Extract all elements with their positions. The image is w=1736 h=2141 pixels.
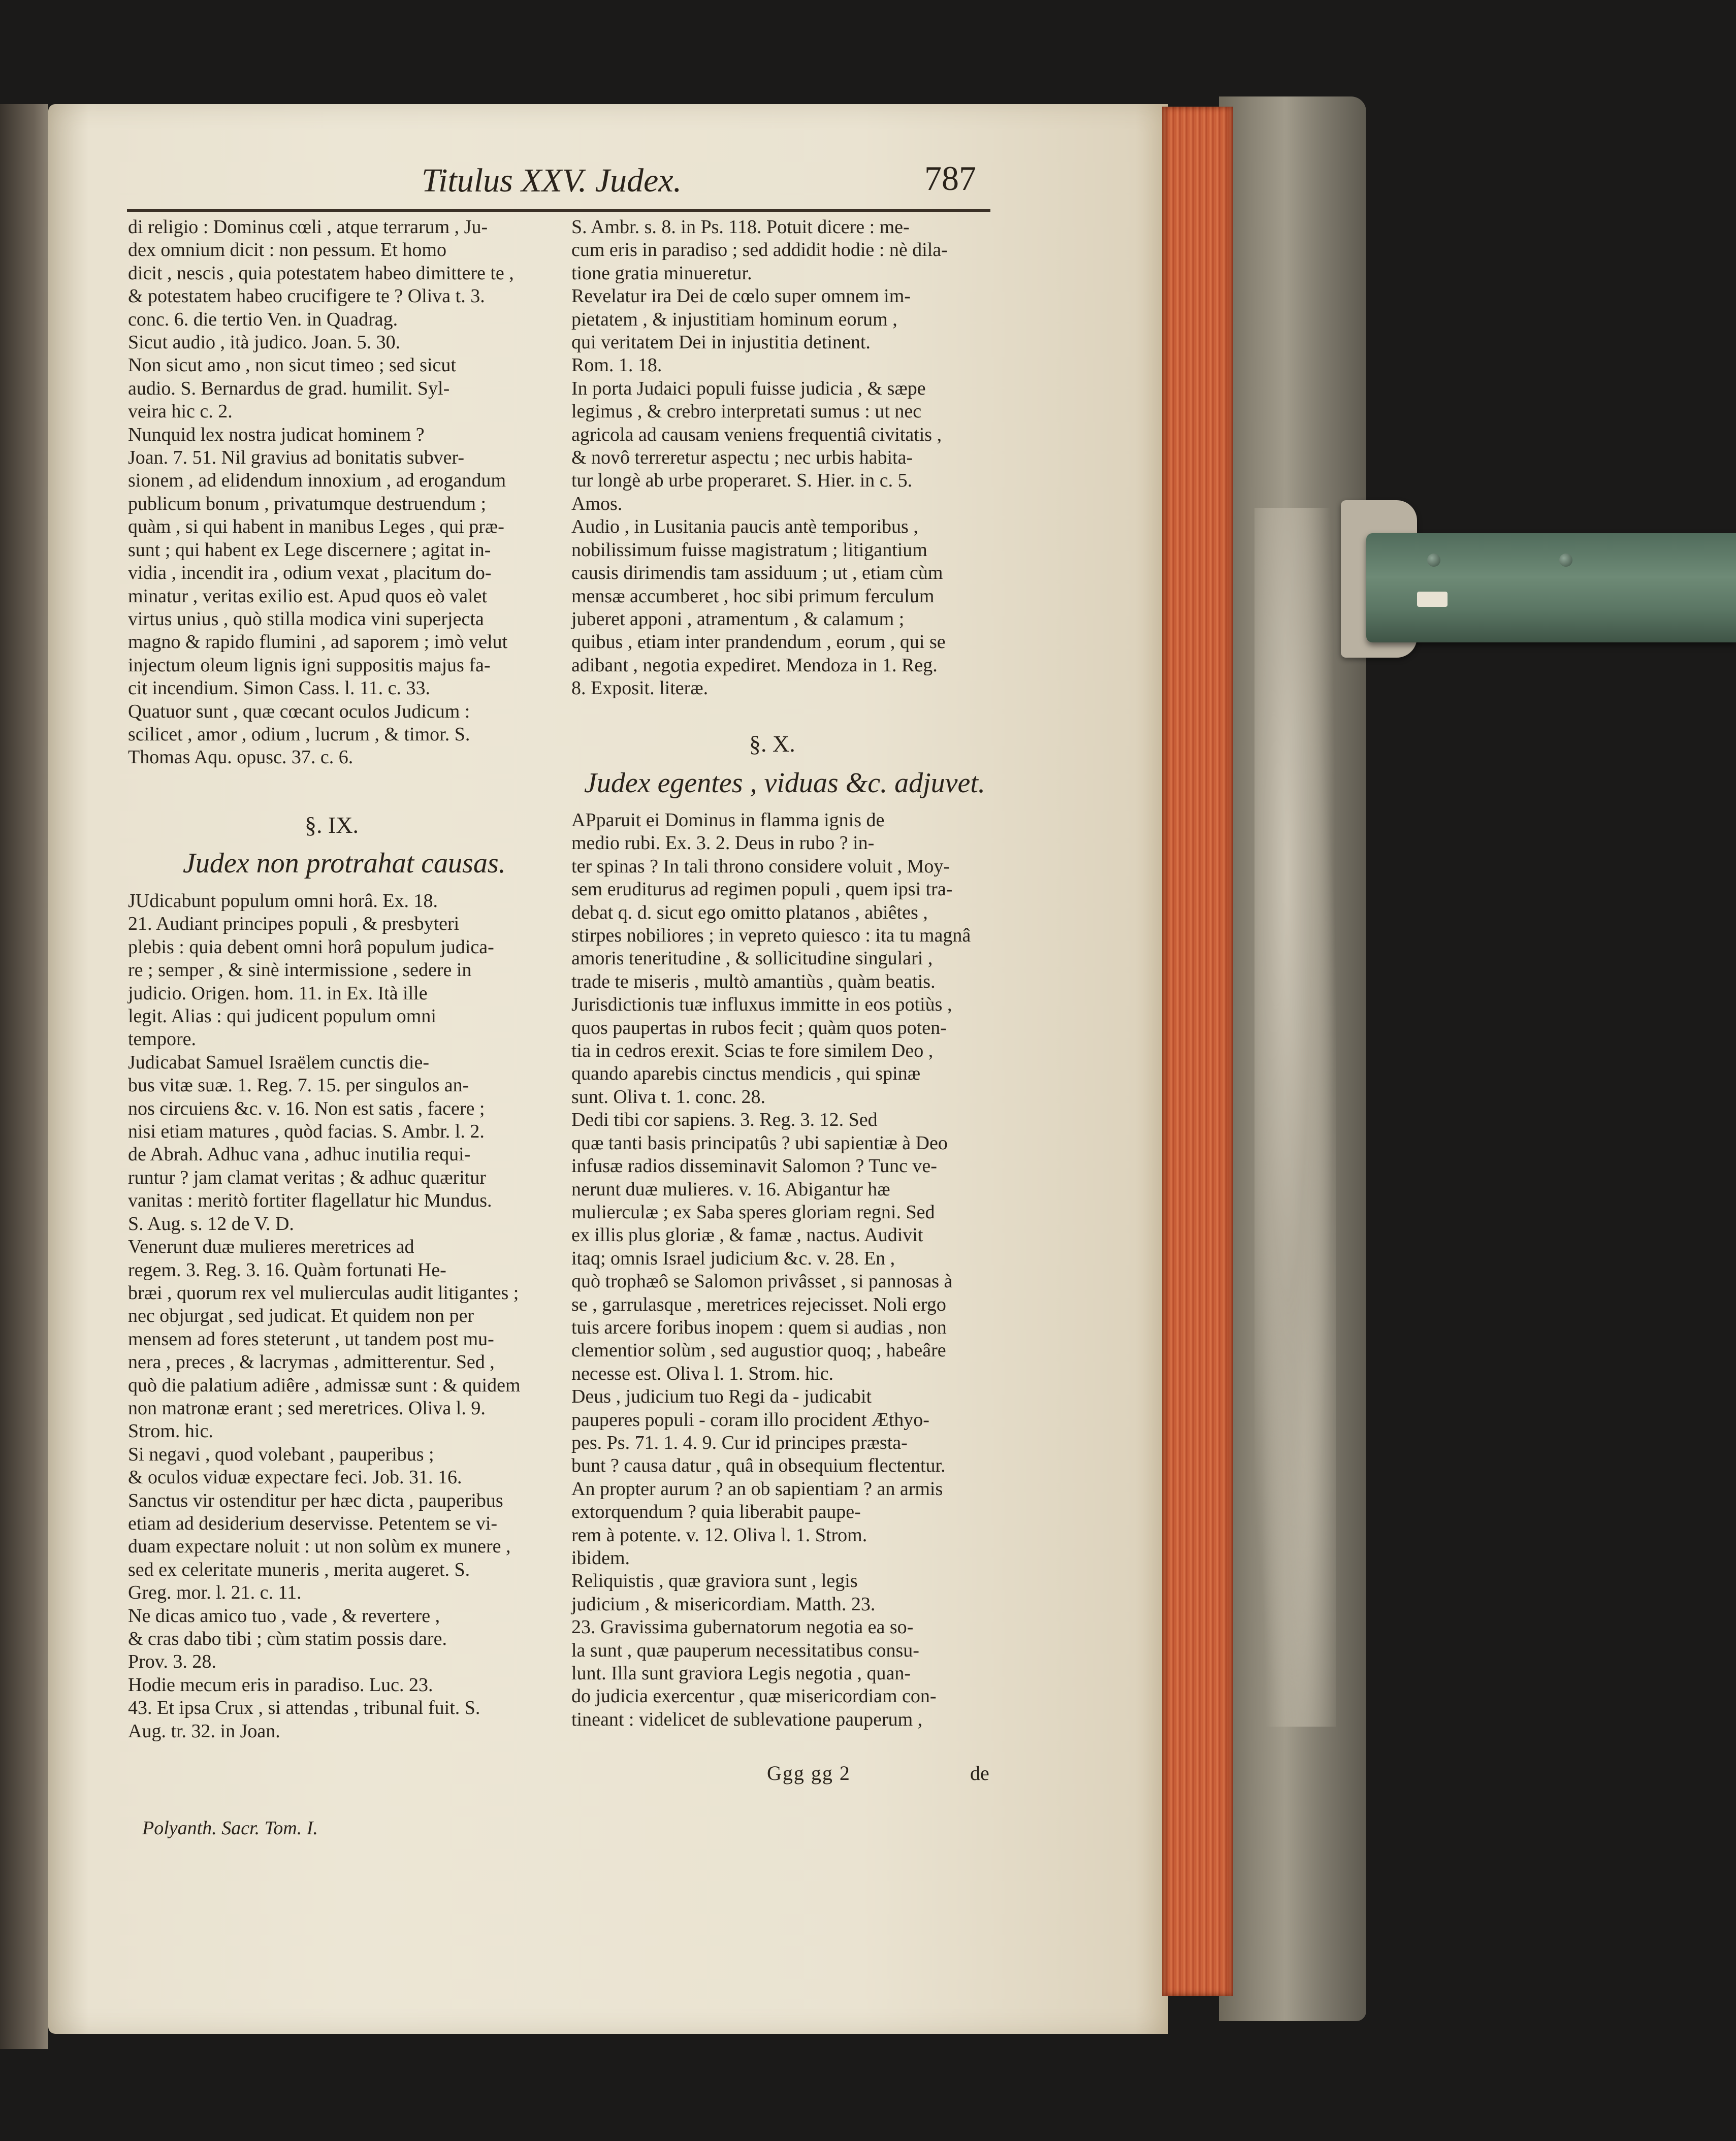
text-line: Aug. tr. 32. in Joan.: [128, 1720, 280, 1742]
text-line: sem eruditurus ad regimen populi , quem ipsi tra-: [571, 879, 953, 900]
rivet-icon: [1559, 554, 1572, 567]
text-line: infusæ radios disseminavit Salomon ? Tunc ve-: [571, 1155, 937, 1177]
text-line: Judicabat Samuel Israëlem cunctis die-: [128, 1051, 430, 1073]
section-ix-number: §. IX.: [305, 812, 359, 838]
text-line: judicium , & misericordiam. Matth. 23.: [571, 1593, 876, 1615]
text-line: causis dirimendis tam assiduum ; ut , etiam cùm: [571, 562, 943, 584]
text-line: minatur , veritas exilio est. Apud quos eò valet: [128, 585, 488, 607]
text-line: & cras dabo tibi ; cùm statim possis dare.: [128, 1628, 447, 1649]
text-line: quæ tanti basis principatûs ? ubi sapientiæ à Deo: [571, 1132, 948, 1154]
text-line: Joan. 7. 51. Nil gravius ad bonitatis subver-: [128, 447, 465, 469]
cover-wear: [1255, 508, 1336, 1727]
text-line: dex omnium dicit : non pessum. Et homo: [128, 239, 446, 261]
text-line: sionem , ad elidendum innoxium , ad erogandum: [128, 470, 506, 492]
text-line: non matronæ erant ; sed meretrices. Oliva l. 9.: [128, 1397, 486, 1419]
text-line: Sicut audio , ità judico. Joan. 5. 30.: [128, 332, 401, 353]
text-line: Thomas Aqu. opusc. 37. c. 6.: [128, 747, 353, 768]
text-line: Sanctus vir ostenditur per hæc dicta , pauperibus: [128, 1489, 503, 1511]
text-line: extorquendum ? quia liberabit paupe-: [571, 1501, 861, 1523]
text-line: Audio , in Lusitania paucis antè temporibus ,: [571, 516, 918, 538]
right-column-bottom: [571, 809, 993, 1731]
text-line: pietatem , & injustitiam hominum eorum ,: [571, 308, 897, 330]
text-line: nobilissimum fuisse magistratum ; litigantium: [571, 539, 927, 561]
text-line: tuis arcere foribus inopem : quem si audias , non: [571, 1316, 947, 1338]
text-line: nera , preces , & lacrymas , admitterentur. Sed ,: [128, 1351, 495, 1373]
text-line: quibus , etiam inter prandendum , eorum , qui se: [571, 631, 946, 653]
running-head: Titulus XXV. Judex.: [422, 162, 682, 199]
text-line: regem. 3. Reg. 3. 16. Quàm fortunati He-: [128, 1259, 446, 1281]
text-line: quando aparebis cinctus mendicis , qui spinæ: [571, 1063, 921, 1085]
clasp-hole: [1417, 592, 1448, 607]
text-line: sed ex celeritate muneris , merita augeret. S.: [128, 1559, 470, 1580]
text-line: Greg. mor. l. 21. c. 11.: [128, 1582, 302, 1604]
text-line: Deus , judicium tuo Regi da - judicabit: [571, 1386, 872, 1408]
signature-mark: Ggg gg 2: [767, 1762, 851, 1785]
text-line: pauperes populi - coram illo procident Æthyo-: [571, 1409, 929, 1431]
clasp-strap: [1366, 533, 1736, 642]
text-line: nec objurgat , sed judicat. Et quidem non per: [128, 1305, 474, 1327]
text-line: vidia , incendit ira , odium vexat , placitum do-: [128, 562, 492, 584]
text-line: conc. 6. die tertio Ven. in Quadrag.: [128, 308, 398, 330]
text-line: ibidem.: [571, 1547, 630, 1569]
text-line: ter spinas ? In tali throno considere voluit , Moy-: [571, 855, 950, 877]
text-line: quò trophæô se Salomon privâsset , si pannosas à: [571, 1271, 953, 1292]
text-line: amoris teneritudine , & sollicitudine singulari ,: [571, 948, 933, 969]
text-line: debat q. d. sicut ego omitto platanos , abiêtes ,: [571, 901, 928, 923]
text-line: virtus unius , quò stilla modica vini superjecta: [128, 608, 484, 630]
text-line: vanitas : meritò fortiter flagellatur hic Mundus.: [128, 1190, 492, 1212]
text-line: di religio : Dominus cœli , atque terrarum , Ju-: [128, 216, 488, 238]
text-line: bræi , quorum rex vel mulierculas audit litigantes ;: [128, 1282, 519, 1304]
text-line: juberet apponi , atramentum , & calamum ;: [571, 608, 905, 630]
section-ix-title: Judex non protrahat causas.: [183, 848, 506, 879]
text-line: Rom. 1. 18.: [571, 354, 662, 376]
text-line: 21. Audiant principes populi , & presbyteri: [128, 913, 460, 935]
text-line: & novô terreretur aspectu ; nec urbis habita-: [571, 447, 913, 469]
text-line: medio rubi. Ex. 3. 2. Deus in rubo ? in-: [571, 832, 875, 854]
text-line: Revelatur ira Dei de cœlo super omnem im-: [571, 285, 911, 307]
text-line: Nunquid lex nostra judicat hominem ?: [128, 424, 425, 445]
text-line: scilicet , amor , odium , lucrum , & timor. S.: [128, 723, 470, 745]
text-line: Venerunt duæ mulieres meretrices ad: [128, 1236, 414, 1258]
text-line: nerunt duæ mulieres. v. 16. Abigantur hæ: [571, 1178, 890, 1200]
text-line: An propter aurum ? an ob sapientiam ? an armis: [571, 1478, 943, 1500]
text-line: do judicia exercentur , quæ misericordiam con-: [571, 1685, 937, 1707]
text-line: dicit , nescis , quia potestatem habeo dimittere te ,: [128, 262, 514, 284]
text-line: judicio. Origen. hom. 11. in Ex. Ità ille: [128, 982, 428, 1004]
text-line: S. Ambr. s. 8. in Ps. 118. Potuit dicere : me-: [571, 216, 910, 238]
text-line: legimus , & crebro interpretati sumus : ut nec: [571, 401, 922, 423]
text-line: se , garrulasque , meretrices rejecisset. Noli ergo: [571, 1293, 946, 1315]
text-line: runtur ? jam clamat veritas ; & adhuc quæritur: [128, 1166, 486, 1188]
text-line: Strom. hic.: [128, 1420, 213, 1442]
text-line: mensem ad fores steterunt , ut tandem post mu-: [128, 1328, 494, 1350]
text-line: Reliquistis , quæ graviora sunt , legis: [571, 1570, 858, 1592]
text-line: qui veritatem Dei in injustitia detinent.: [571, 332, 871, 353]
text-line: tempore.: [128, 1028, 197, 1050]
page-number: 787: [924, 159, 976, 198]
footer-title: Polyanth. Sacr. Tom. I.: [142, 1818, 318, 1839]
text-line: tineant : videlicet de sublevatione pauperum ,: [571, 1708, 923, 1730]
text-line: re ; semper , & sinè intermissione , sedere in: [128, 959, 472, 981]
text-line: de Abrah. Adhuc vana , adhuc inutilia requi-: [128, 1144, 471, 1165]
text-line: itaq; omnis Israel judicium &c. v. 28. En ,: [571, 1247, 895, 1269]
text-line: nos circuiens &c. v. 16. Non est satis , facere ;: [128, 1097, 485, 1119]
text-line: bunt ? causa datur , quâ in obsequium flectentur.: [571, 1455, 946, 1477]
text-line: Dedi tibi cor sapiens. 3. Reg. 3. 12. Sed: [571, 1109, 878, 1131]
text-line: la sunt , quæ pauperum necessitatibus consu-: [571, 1639, 919, 1661]
text-line: Quatuor sunt , quæ cœcant oculos Judicum :: [128, 700, 470, 722]
text-line: In porta Judaici populi fuisse judicia , & sæpe: [571, 377, 926, 399]
right-column-top: [571, 216, 993, 700]
text-line: etiam ad desiderium deservisse. Petentem se vi-: [128, 1512, 498, 1534]
text-line: JUdicabunt populum omni horâ. Ex. 18.: [128, 890, 438, 912]
text-line: rem à potente. v. 12. Oliva l. 1. Strom.: [571, 1524, 867, 1546]
text-line: duam expectare noluit : ut non solùm ex munere ,: [128, 1536, 511, 1558]
text-line: & potestatem habeo crucifigere te ? Oliva t. 3.: [128, 285, 485, 307]
text-line: Hodie mecum eris in paradiso. Luc. 23.: [128, 1674, 433, 1696]
text-line: S. Aug. s. 12 de V. D.: [128, 1213, 294, 1235]
text-line: cit incendium. Simon Cass. l. 11. c. 33.: [128, 677, 430, 699]
text-line: cum eris in paradiso ; sed addidit hodie : nè dila-: [571, 239, 948, 261]
rivet-icon: [1427, 554, 1440, 567]
section-x-title: Judex egentes , viduas &c. adjuvet.: [584, 767, 985, 799]
text-line: mensæ accumberet , hoc sibi primum ferculum: [571, 585, 935, 607]
text-line: pes. Ps. 71. 1. 4. 9. Cur id principes præsta-: [571, 1432, 908, 1453]
text-line: Ne dicas amico tuo , vade , & revertere ,: [128, 1605, 440, 1627]
text-line: 23. Gravissima gubernatorum negotia ea so-: [571, 1616, 914, 1638]
text-line: tione gratia minueretur.: [571, 262, 752, 284]
text-line: quos paupertas in rubos fecit ; quàm quos poten-: [571, 1017, 947, 1039]
text-line: sunt. Oliva t. 1. conc. 28.: [571, 1086, 766, 1108]
text-line: lunt. Illa sunt graviora Legis negotia , quan-: [571, 1663, 911, 1684]
text-line: injectum oleum lignis igni suppositis majus fa-: [128, 654, 491, 676]
text-line: agricola ad causam veniens frequentiâ civitatis ,: [571, 424, 942, 445]
left-cover-edge: [0, 104, 48, 2049]
text-line: 43. Et ipsa Crux , si attendas , tribunal fuit. S.: [128, 1697, 480, 1719]
text-line: ex illis plus gloriæ , & famæ , nactus. Audivit: [571, 1224, 923, 1246]
text-line: Si negavi , quod volebant , pauperibus ;: [128, 1443, 434, 1465]
section-x-number: §. X.: [749, 731, 795, 757]
text-line: APparuit ei Dominus in flamma ignis de: [571, 809, 885, 831]
left-column-bottom: [128, 890, 550, 1743]
text-line: publicum bonum , privatumque destruendum ;: [128, 493, 487, 514]
left-column-top: [128, 216, 550, 769]
text-line: tur longè ab urbe properaret. S. Hier. in c. 5.: [571, 470, 913, 492]
text-line: veira hic c. 2.: [128, 401, 233, 423]
text-line: plebis : quia debent omni horâ populum judica-: [128, 936, 494, 958]
text-line: tia in cedros erexit. Scias te fore similem Deo ,: [571, 1040, 934, 1062]
text-line: Non sicut amo , non sicut timeo ; sed sicut: [128, 354, 456, 376]
text-line: magno & rapido flumini , ad saporem ; imò velut: [128, 631, 508, 653]
text-line: audio. S. Bernardus de grad. humilit. Syl-: [128, 377, 450, 399]
red-fore-edge: [1162, 107, 1233, 1996]
text-line: 8. Exposit. literæ.: [571, 677, 709, 699]
header-rule: [127, 209, 990, 212]
text-line: stirpes nobiliores ; in vepreto quiesco : ita tu magnâ: [571, 925, 971, 947]
text-line: mulierculæ ; ex Saba speres gloriam regni. Sed: [571, 1201, 935, 1223]
text-line: sunt ; qui habent ex Lege discernere ; agitat in-: [128, 539, 491, 561]
text-line: Prov. 3. 28.: [128, 1651, 216, 1673]
text-line: adibant , negotia expediret. Mendoza in 1. Reg.: [571, 654, 938, 676]
catchword: de: [970, 1762, 989, 1785]
text-line: Jurisdictionis tuæ influxus immitte in eos potiùs ,: [571, 994, 952, 1016]
text-line: quàm , si qui habent in manibus Leges , qui præ-: [128, 516, 504, 538]
text-line: legit. Alias : qui judicent populum omni: [128, 1005, 436, 1027]
text-line: & oculos viduæ expectare feci. Job. 31. 16.: [128, 1467, 462, 1488]
text-line: nisi etiam matures , quòd facias. S. Ambr. l. 2.: [128, 1121, 485, 1143]
text-line: necesse est. Oliva l. 1. Strom. hic.: [571, 1363, 834, 1384]
text-line: trade te miseris , multò amantiùs , quàm beatis.: [571, 970, 936, 992]
text-line: quò die palatium adiêre , admissæ sunt : & quidem: [128, 1374, 521, 1396]
text-line: bus vitæ suæ. 1. Reg. 7. 15. per singulos an-: [128, 1075, 469, 1096]
text-line: Amos.: [571, 493, 623, 514]
text-line: clementior solùm , sed augustior quoq; , habeâre: [571, 1340, 946, 1361]
